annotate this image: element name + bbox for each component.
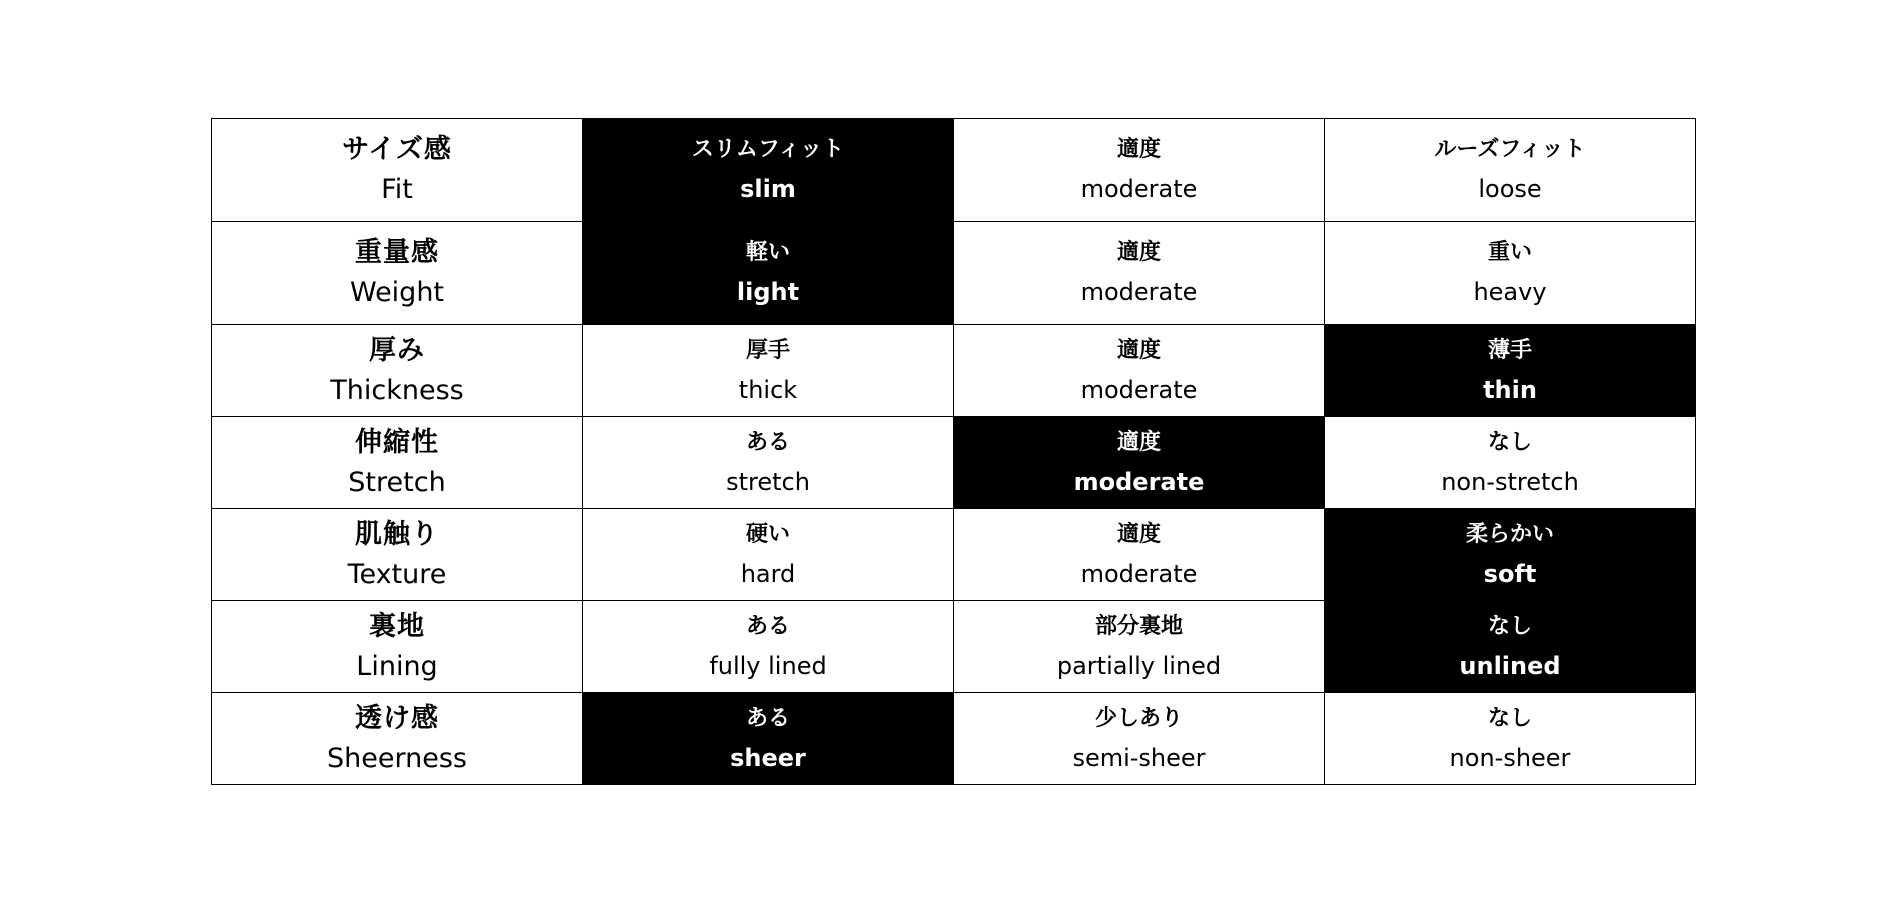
- attribute-label-ja: 伸縮性: [355, 426, 439, 458]
- option-cell: [583, 601, 954, 693]
- option-cell: [1325, 417, 1696, 509]
- option-label-ja: 薄手: [1487, 337, 1532, 363]
- option-cell: [954, 119, 1325, 222]
- fabric-spec-table: [211, 118, 1696, 785]
- attribute-label-en: Thickness: [330, 374, 464, 406]
- option-label-en: sheer: [730, 743, 806, 772]
- option-label-en: non-sheer: [1449, 743, 1571, 772]
- option-label-en: moderate: [1080, 559, 1198, 588]
- spec-row-fit: [212, 119, 1696, 222]
- option-label-en: non-stretch: [1441, 467, 1579, 496]
- option-cell: [1325, 119, 1696, 222]
- option-label-ja: 適度: [1116, 337, 1161, 363]
- option-cell: [1325, 693, 1696, 785]
- option-label-ja: 硬い: [745, 521, 790, 547]
- option-cell: [954, 325, 1325, 417]
- option-label-en: moderate: [1073, 467, 1205, 496]
- option-cell: [583, 693, 954, 785]
- option-cell: [954, 509, 1325, 601]
- spec-row-lining: [212, 601, 1696, 693]
- option-cell: [954, 222, 1325, 325]
- option-cell: [583, 222, 954, 325]
- attribute-label-en: Fit: [381, 174, 413, 205]
- option-label-ja: 柔らかい: [1465, 521, 1554, 547]
- attribute-label-cell: [212, 222, 583, 325]
- option-cell: [583, 509, 954, 601]
- attribute-label-cell: [212, 509, 583, 601]
- option-cell: [954, 693, 1325, 785]
- attribute-label-en: Sheerness: [327, 742, 467, 774]
- attribute-label-en: Texture: [347, 558, 447, 590]
- attribute-label-cell: [212, 119, 583, 222]
- option-cell: [1325, 222, 1696, 325]
- option-label-ja: 部分裏地: [1094, 613, 1183, 639]
- option-cell: [583, 417, 954, 509]
- option-label-en: moderate: [1080, 278, 1198, 306]
- attribute-label-ja: 厚み: [369, 334, 425, 366]
- option-label-ja: 適度: [1116, 137, 1161, 162]
- option-label-en: hard: [740, 559, 796, 588]
- attribute-label-cell: [212, 601, 583, 693]
- attribute-label-ja: 裏地: [369, 610, 425, 642]
- option-cell: [1325, 509, 1696, 601]
- option-label-ja: ある: [745, 429, 790, 455]
- option-label-en: stretch: [726, 467, 810, 496]
- option-label-en: fully lined: [709, 651, 827, 680]
- option-label-ja: ある: [745, 705, 790, 731]
- option-label-en: semi-sheer: [1072, 743, 1206, 772]
- option-label-ja: なし: [1487, 705, 1532, 731]
- option-cell: [1325, 601, 1696, 693]
- option-label-ja: 重い: [1487, 240, 1532, 265]
- spec-row-texture: [212, 509, 1696, 601]
- option-label-ja: 適度: [1116, 521, 1161, 547]
- option-label-ja: 厚手: [745, 337, 790, 363]
- attribute-label-cell: [212, 693, 583, 785]
- option-label-en: partially lined: [1056, 651, 1222, 680]
- option-label-en: moderate: [1080, 375, 1198, 404]
- option-cell: [1325, 325, 1696, 417]
- attribute-label-cell: [212, 325, 583, 417]
- option-cell: [583, 119, 954, 222]
- option-label-ja: なし: [1487, 613, 1532, 639]
- attribute-label-ja: サイズ感: [342, 134, 452, 165]
- option-cell: [954, 601, 1325, 693]
- option-label-en: loose: [1478, 175, 1542, 203]
- spec-row-stretch: [212, 417, 1696, 509]
- option-cell: [954, 417, 1325, 509]
- option-label-ja: 軽い: [745, 240, 790, 265]
- option-label-en: heavy: [1473, 278, 1547, 306]
- spec-row-weight: [212, 222, 1696, 325]
- option-label-ja: 適度: [1116, 429, 1161, 455]
- spec-row-sheerness: [212, 693, 1696, 785]
- attribute-label-en: Weight: [349, 277, 445, 308]
- option-label-en: moderate: [1080, 175, 1198, 203]
- option-label-en: soft: [1483, 559, 1537, 588]
- option-label-ja: 少しあり: [1094, 705, 1183, 731]
- attribute-label-en: Stretch: [348, 466, 446, 498]
- option-label-ja: 適度: [1116, 240, 1161, 265]
- spec-row-thickness: [212, 325, 1696, 417]
- attribute-label-ja: 透け感: [355, 702, 439, 734]
- option-label-ja: ある: [745, 613, 790, 639]
- attribute-label-ja: 重量感: [355, 237, 439, 268]
- option-label-ja: スリムフィット: [691, 137, 845, 162]
- attribute-label-ja: 肌触り: [355, 518, 439, 550]
- option-label-en: thick: [738, 375, 798, 404]
- option-label-ja: ルーズフィット: [1434, 137, 1586, 162]
- option-label-en: slim: [740, 175, 796, 203]
- option-label-en: light: [736, 278, 800, 306]
- option-label-en: thin: [1483, 375, 1537, 404]
- attribute-label-cell: [212, 417, 583, 509]
- attribute-label-en: Lining: [356, 650, 438, 682]
- option-label-ja: なし: [1487, 429, 1532, 455]
- option-cell: [583, 325, 954, 417]
- option-label-en: unlined: [1459, 651, 1561, 680]
